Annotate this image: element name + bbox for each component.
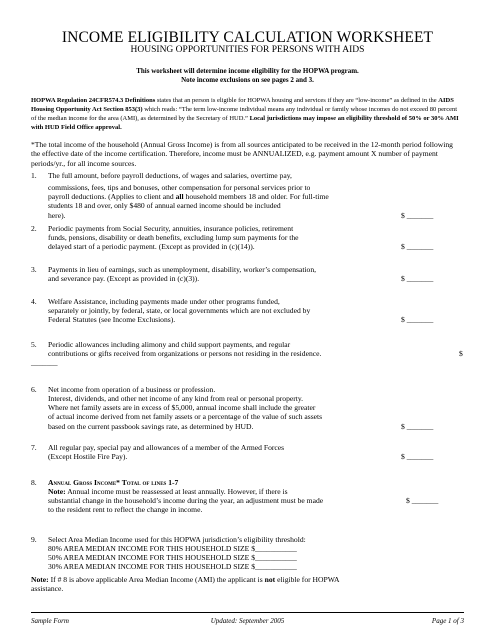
item-1-line-3a: payroll deductions. (Applies to client and (48, 192, 176, 201)
item-5 (31, 340, 464, 372)
item-2-line-3: delayed start of a periodic payment. (Except as provided in (c)(14)). (48, 242, 255, 251)
ami-30-field[interactable]: 30% AREA MEDIAN INCOME FOR THIS HOUSEHOLD SIZE $___________ (48, 562, 297, 571)
item-2-amount-field[interactable]: $ _______ (401, 242, 434, 251)
ami-50-field[interactable]: 50% AREA MEDIAN INCOME FOR THIS HOUSEHOLD SIZE $___________ (48, 553, 297, 562)
page-subtitle: HOUSING OPPORTUNITIES FOR PERSONS WITH AIDS (130, 45, 365, 55)
item-4-amount-field[interactable]: $ _______ (401, 315, 434, 324)
item-1-all: all (175, 192, 184, 201)
ami-80-field[interactable]: 80% AREA MEDIAN INCOME FOR THIS HOUSEHOLD SIZE $___________ (48, 544, 297, 553)
item-5-dollar: $ (459, 349, 463, 358)
item-5-amount-field[interactable]: _______ (31, 358, 58, 367)
item-6-line-4: of actual income derived from net family assets or a percentage of the value of such assets (48, 412, 323, 421)
footer-divider (31, 612, 464, 613)
footer-updated: Updated: September 2005 (210, 617, 285, 625)
item-2-line-1: Periodic payments from Social Security, annuities, insurance policies, retirement (48, 224, 294, 233)
item-3-line-1: Payments in lieu of earnings, such as unemployment, disability, worker’s compensation, (48, 265, 317, 274)
item-4-line-2: separately or jointly, by federal, state, or local governments which are not excluded by (48, 306, 311, 315)
footer-form-label: Sample Form (31, 617, 69, 625)
page-title: INCOME ELIGIBILITY CALCULATION WORKSHEET (61, 29, 434, 46)
item-6-line-5: based on the current passbook savings rate, as determined by HUD. (48, 422, 254, 431)
item-6-line-3: Where net family assets are in excess of $5,000, annual income shall include the greater (48, 403, 316, 412)
intro-line-1: This worksheet will determine income eligibility for the HOPWA program. (136, 67, 359, 75)
item-8-amount-field[interactable]: $ _______ (406, 496, 439, 505)
final-note-text-2: eligible for HOPWA (275, 575, 340, 584)
note-label: Note: (48, 487, 66, 496)
item-number: 7. (31, 443, 37, 452)
item-6-amount-field[interactable]: $ _______ (401, 422, 434, 431)
item-1-line-1: The full amount, before payroll deductions, of wages and salaries, overtime pay, (48, 171, 292, 180)
item-6-line-1: Net income from operation of a business or profession. (48, 385, 216, 394)
item-1-line-3c: household members 18 and older. For full-time (183, 192, 329, 201)
regulation-act: AIDS Housing Opportunity Act Section 853(3) (31, 97, 454, 113)
item-9 (31, 535, 464, 580)
item-7 (31, 443, 464, 465)
final-note (31, 575, 464, 594)
final-note-label: Note: (31, 575, 49, 584)
item-8-line-2: substantial change in the household’s income during the year, an adjustment must be made (48, 496, 324, 505)
regulation-text-1: states that an person is eligible for HOPWA housing and services if they are “low-income” as defined in the (155, 97, 439, 104)
preamble: *The total income of the household (Annual Gross Income) is from all sources anticipated to be received in the 12-month period following the effective date of the income certification. Therefore, income must be ANNUALIZED, e.g. payment amount X number of payment periods/yr., for all income sources. (31, 140, 453, 168)
item-7-line-1: All regular pay, special pay and allowances of a member of the Armed Forces (48, 443, 285, 452)
item-2 (31, 224, 464, 264)
item-number: 9. (31, 535, 37, 544)
final-note-line-2: assistance. (31, 584, 64, 594)
item-1-line-2: commissions, fees, tips and bonuses, other compensation for personal services prior to (48, 183, 311, 192)
item-4-line-1: Welfare Assistance, including payments made under other programs funded, (48, 297, 280, 306)
regulation-local: Local jurisdictions may impose an eligibility threshold of 50% or 30% AMI with HUD Field Office approval. (31, 115, 459, 131)
intro-line-2: Note income exclusions on see pages 2 and 3. (181, 76, 314, 84)
item-number: 2. (31, 224, 37, 233)
item-1-line-4: students 18 and over, only $480 of annual earned income should be included (48, 201, 281, 210)
item-7-amount-field[interactable]: $ _______ (401, 452, 434, 461)
regulation-paragraph (31, 96, 464, 132)
item-number: 1. (31, 171, 37, 180)
item-number: 6. (31, 385, 37, 394)
annual-gross-income-heading: Annual Gross Income* Total of lines 1-7 (48, 478, 179, 487)
regulation-text-2: which reads: “The term low-income individual means any individual or family whose incomes do not exceed 80 percent of the median income for the area (AMI), as determined by the Secretary of HUD.” (31, 106, 458, 122)
final-note-text-1: If # 8 is above applicable Area Median Income (AMI) the applicant is (48, 575, 265, 584)
intro-text (0, 67, 495, 85)
item-8-line-3: to the resident rent to reflect the change in income. (48, 505, 203, 514)
item-5-line-2: contributions or gifts received from organizations or persons not residing in the residence. (48, 349, 322, 358)
item-4-line-3: Federal Statutes (see Income Exclusions). (48, 315, 176, 324)
item-4 (31, 297, 464, 332)
item-1-amount-field[interactable]: $ _______ (401, 211, 434, 220)
item-6 (31, 385, 464, 435)
final-note-not: not (264, 575, 276, 584)
item-3 (31, 265, 464, 290)
item-6-line-2: Interest, dividends, and other net income of any kind from real or personal property. (48, 394, 304, 403)
footer-page-number: Page 1 of 3 (431, 617, 464, 625)
item-number: 4. (31, 297, 37, 306)
item-3-amount-field[interactable]: $ _______ (401, 274, 434, 283)
item-5-line-1: Periodic allowances including alimony and child support payments, and regular (48, 340, 291, 349)
item-2-line-2: funds, pensions, disability or death benefits, excluding lump sum payments for the (48, 233, 299, 242)
item-8-line-1-text: Annual income must be reassessed at least annually. However, if there is (65, 487, 288, 496)
item-3-line-2: and severance pay. (Except as provided in (c)(3)). (48, 274, 200, 283)
item-8-line-1 (48, 487, 408, 496)
item-number: 5. (31, 340, 37, 349)
item-1-line-5: here). (48, 211, 66, 220)
regulation-title: HOPWA Regulation 24CFR574.3 Definitions (31, 97, 156, 104)
item-9-line-1: Select Area Median Income used for this HOPWA jurisdiction’s eligibility threshold: (48, 535, 306, 544)
item-8 (31, 478, 464, 523)
item-7-line-2: (Except Hostile Fire Pay). (48, 452, 128, 461)
final-note-line-1 (31, 575, 464, 584)
item-1-line-3 (48, 192, 428, 201)
item-number: 8. (31, 478, 37, 487)
item-number: 3. (31, 265, 37, 274)
